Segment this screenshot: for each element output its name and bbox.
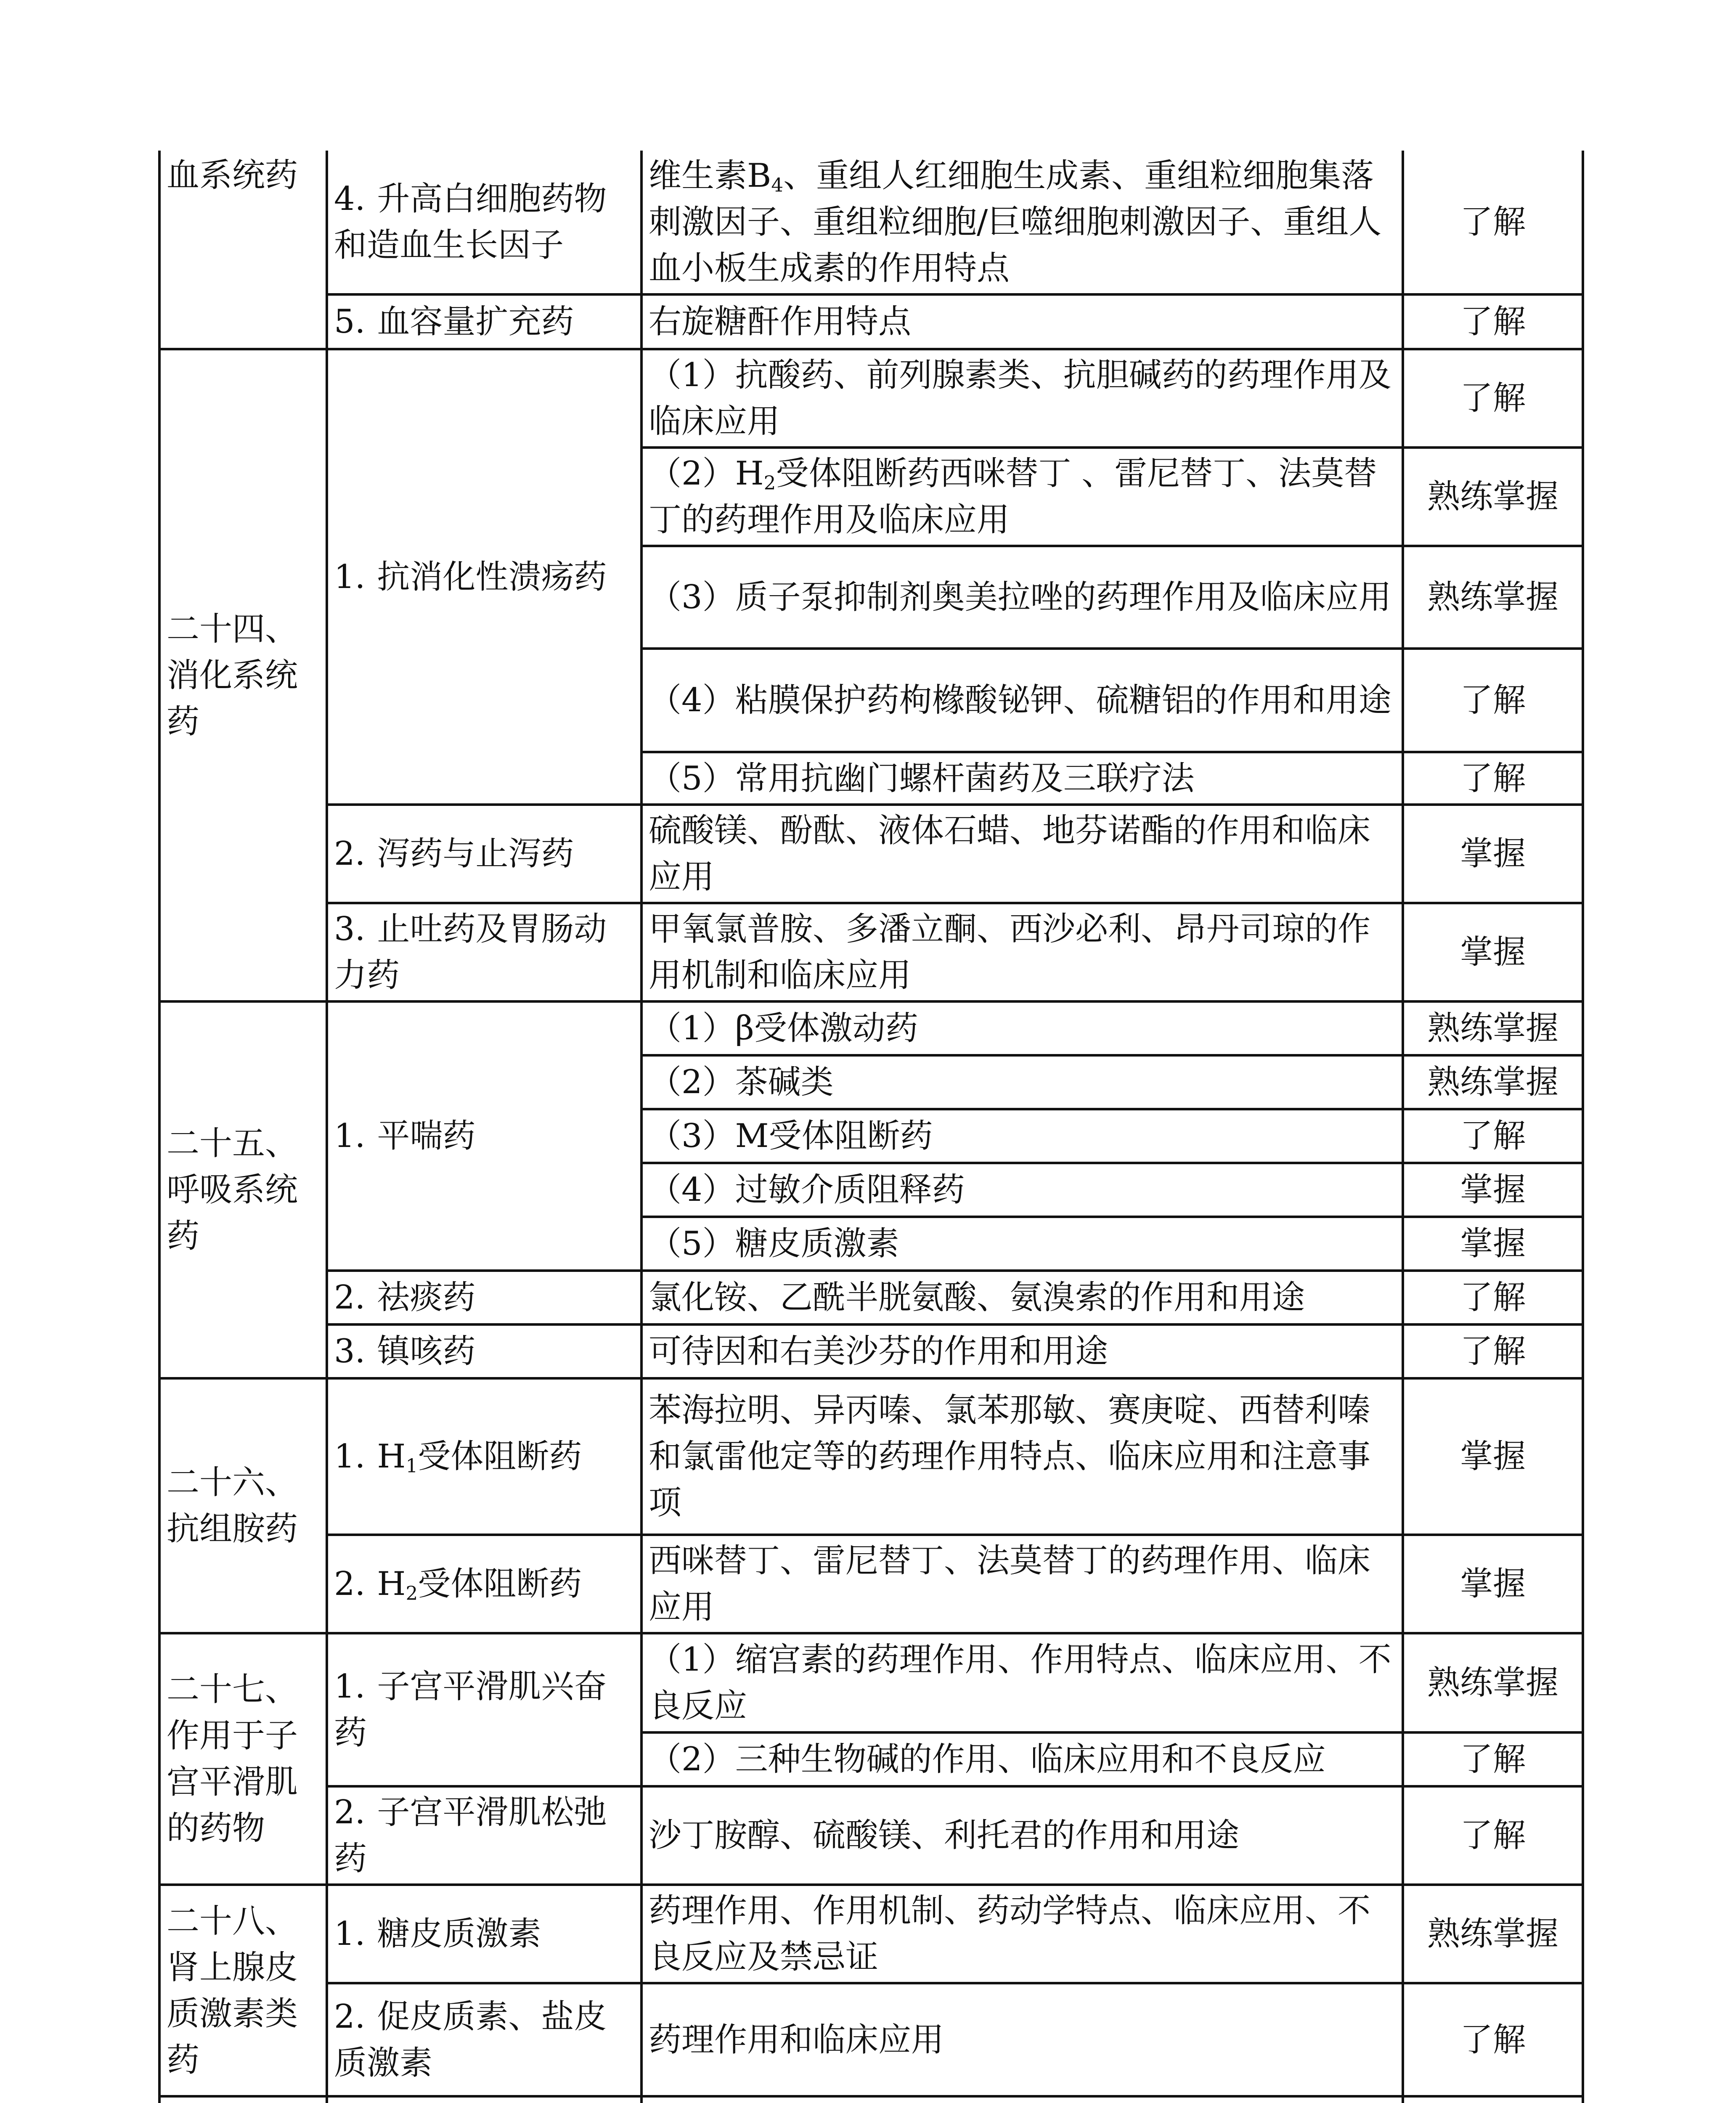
topic-cell	[327, 1786, 641, 1885]
table-row	[159, 903, 1583, 1001]
content-cell: 右旋糖酐作用特点	[641, 294, 1403, 349]
level-cell: 掌握	[1403, 1535, 1583, 1633]
topic-text: 血容量扩充药	[377, 303, 574, 341]
topic-cell	[327, 2096, 641, 2103]
topic-number: 1.	[334, 1438, 366, 1475]
content-cell: （2）茶碱类	[641, 1055, 1403, 1109]
level-cell: 了解	[1403, 151, 1583, 294]
chapter-cell: 血系统药	[159, 151, 327, 349]
subscript: 1	[406, 1454, 418, 1477]
level-cell: 熟练掌握	[1403, 1885, 1583, 1983]
topic-number: 2.	[334, 1279, 366, 1316]
level-cell: 掌握	[1403, 1217, 1583, 1271]
topic-number: 1.	[334, 1117, 366, 1155]
topic-cell	[327, 1271, 641, 1324]
content-cell: 甲氧氯普胺、多潘立酮、西沙必利、昂丹司琼的作用机制和临床应用	[641, 903, 1403, 1001]
topic-number: 2.	[334, 1793, 366, 1831]
level-cell: 了解	[1403, 1983, 1583, 2096]
topic-number: 5.	[334, 303, 366, 341]
topic-cell	[327, 1885, 641, 1983]
topic-part: H	[377, 1565, 406, 1603]
content-cell: 可待因和右美沙芬的作用和用途	[641, 1324, 1403, 1378]
level-cell: 掌握	[1403, 903, 1583, 1001]
level-cell	[1403, 2096, 1583, 2103]
topic-cell	[327, 805, 641, 903]
level-cell: 了解	[1403, 1324, 1583, 1378]
content-part: 受体阻断药西咪替丁 、雷尼替丁、法莫替丁的药理作用及临床应用	[649, 455, 1377, 539]
content-cell: 西咪替丁、雷尼替丁、法莫替丁的药理作用、临床应用	[641, 1535, 1403, 1633]
table-row	[159, 805, 1583, 903]
topic-text: 抗消化性溃疡药	[377, 558, 607, 596]
table-row	[159, 1983, 1583, 2096]
table-row	[159, 1535, 1583, 1633]
syllabus-table	[158, 151, 1584, 2103]
table-row	[159, 1324, 1583, 1378]
level-cell: 熟练掌握	[1403, 546, 1583, 649]
topic-cell	[327, 1983, 641, 2096]
table-row	[159, 151, 1583, 294]
content-cell	[641, 151, 1403, 294]
content-cell: （1）抗酸药、前列腺素类、抗胆碱药的药理作用及临床应用	[641, 349, 1403, 448]
topic-cell	[327, 903, 641, 1001]
chapter-cell	[159, 2096, 327, 2103]
topic-number: 2.	[334, 1565, 366, 1603]
content-cell: 沙丁胺醇、硫酸镁、利托君的作用和用途	[641, 1786, 1403, 1885]
level-cell: 掌握	[1403, 805, 1583, 903]
level-cell: 熟练掌握	[1403, 448, 1583, 546]
topic-cell	[327, 294, 641, 349]
content-cell: （4）过敏介质阻释药	[641, 1163, 1403, 1217]
chapter-cell: 二十七、作用于子宫平滑肌的药物	[159, 1633, 327, 1885]
topic-number: 3.	[334, 910, 366, 948]
content-cell: 硫酸镁、酚酞、液体石蜡、地芬诺酯的作用和临床应用	[641, 805, 1403, 903]
content-cell: 氯化铵、乙酰半胱氨酸、氨溴索的作用和用途	[641, 1271, 1403, 1324]
topic-number: 1.	[334, 1915, 366, 1953]
level-cell: 了解	[1403, 1271, 1583, 1324]
content-cell: （4）粘膜保护药枸橼酸铋钾、硫糖铝的作用和用途	[641, 649, 1403, 752]
table-row	[159, 1271, 1583, 1324]
content-cell: （3）质子泵抑制剂奥美拉唑的药理作用及临床应用	[641, 546, 1403, 649]
topic-text: 促皮质素、盐皮质激素	[334, 1997, 607, 2082]
subscript: 4	[771, 173, 784, 196]
level-cell: 了解	[1403, 752, 1583, 805]
level-cell: 熟练掌握	[1403, 1001, 1583, 1055]
content-cell: （5）常用抗幽门螺杆菌药及三联疗法	[641, 752, 1403, 805]
topic-text: 糖皮质激素	[377, 1915, 541, 1953]
chapter-cell: 二十八、肾上腺皮质激素类药	[159, 1885, 327, 2096]
topic-number: 4.	[334, 180, 366, 218]
content-part: 、重组人红细胞生成素、重组粒细胞集落刺激因子、重组粒细胞/巨噬细胞刺激因子、重组人血小板生成素的作用特点	[649, 156, 1382, 287]
topic-number: 2.	[334, 835, 366, 873]
table-row	[159, 1885, 1583, 1983]
topic-cell	[327, 349, 641, 805]
level-cell: 了解	[1403, 349, 1583, 448]
topic-number: 1.	[334, 1668, 366, 1706]
level-cell: 了解	[1403, 294, 1583, 349]
chapter-cell: 二十五、呼吸系统药	[159, 1001, 327, 1378]
table-row	[159, 1786, 1583, 1885]
subscript: 2	[406, 1582, 418, 1605]
table-row	[159, 294, 1583, 349]
table-row	[159, 1633, 1583, 1732]
topic-text: 祛痰药	[377, 1279, 476, 1316]
table-row	[159, 2096, 1583, 2103]
topic-text: 止吐药及胃肠动力药	[334, 910, 607, 994]
content-cell: 苯海拉明、异丙嗪、氯苯那敏、赛庚啶、西替利嗪和氯雷他定等的药理作用特点、临床应用和注意事项	[641, 1378, 1403, 1535]
content-cell: （2）三种生物碱的作用、临床应用和不良反应	[641, 1732, 1403, 1786]
content-cell	[641, 2096, 1403, 2103]
level-cell: 熟练掌握	[1403, 1055, 1583, 1109]
table-row	[159, 1001, 1583, 1055]
topic-cell	[327, 1324, 641, 1378]
topic-number: 3.	[334, 1332, 366, 1370]
topic-text: 平喘药	[377, 1117, 476, 1155]
chapter-cell: 二十四、消化系统药	[159, 349, 327, 1001]
topic-cell	[327, 1633, 641, 1786]
level-cell: 掌握	[1403, 1378, 1583, 1535]
subscript: 2	[763, 471, 776, 494]
table-row	[159, 1378, 1583, 1535]
content-cell: 药理作用、作用机制、药动学特点、临床应用、不良反应及禁忌证	[641, 1885, 1403, 1983]
topic-cell	[327, 1378, 641, 1535]
level-cell: 掌握	[1403, 1163, 1583, 1217]
topic-text: 子宫平滑肌兴奋药	[334, 1668, 607, 1752]
level-cell: 了解	[1403, 1109, 1583, 1163]
table-row	[159, 349, 1583, 448]
topic-text: 升高白细胞药物和造血生长因子	[334, 180, 607, 264]
topic-number: 2.	[334, 1997, 366, 2036]
topic-text: 子宫平滑肌松弛药	[334, 1793, 607, 1878]
topic-text: 镇咳药	[377, 1332, 476, 1370]
topic-part: 受体阻断药	[418, 1565, 582, 1603]
level-cell: 了解	[1403, 1732, 1583, 1786]
content-cell: （1）缩宫素的药理作用、作用特点、临床应用、不良反应	[641, 1633, 1403, 1732]
content-cell	[641, 448, 1403, 546]
content-cell: 药理作用和临床应用	[641, 1983, 1403, 2096]
topic-cell	[327, 1001, 641, 1271]
content-part: 维生素B	[649, 156, 771, 195]
level-cell: 了解	[1403, 649, 1583, 752]
content-cell: （3）M受体阻断药	[641, 1109, 1403, 1163]
topic-cell	[327, 151, 641, 294]
content-cell: （1）β受体激动药	[641, 1001, 1403, 1055]
level-cell: 了解	[1403, 1786, 1583, 1885]
topic-text: 泻药与止泻药	[377, 835, 574, 873]
topic-part: H	[377, 1438, 406, 1475]
topic-part: 受体阻断药	[418, 1438, 582, 1475]
level-cell: 熟练掌握	[1403, 1633, 1583, 1732]
content-cell: （5）糖皮质激素	[641, 1217, 1403, 1271]
content-part: （2）H	[649, 455, 764, 493]
chapter-cell: 二十六、抗组胺药	[159, 1378, 327, 1633]
topic-number: 1.	[334, 558, 366, 596]
topic-cell	[327, 1535, 641, 1633]
